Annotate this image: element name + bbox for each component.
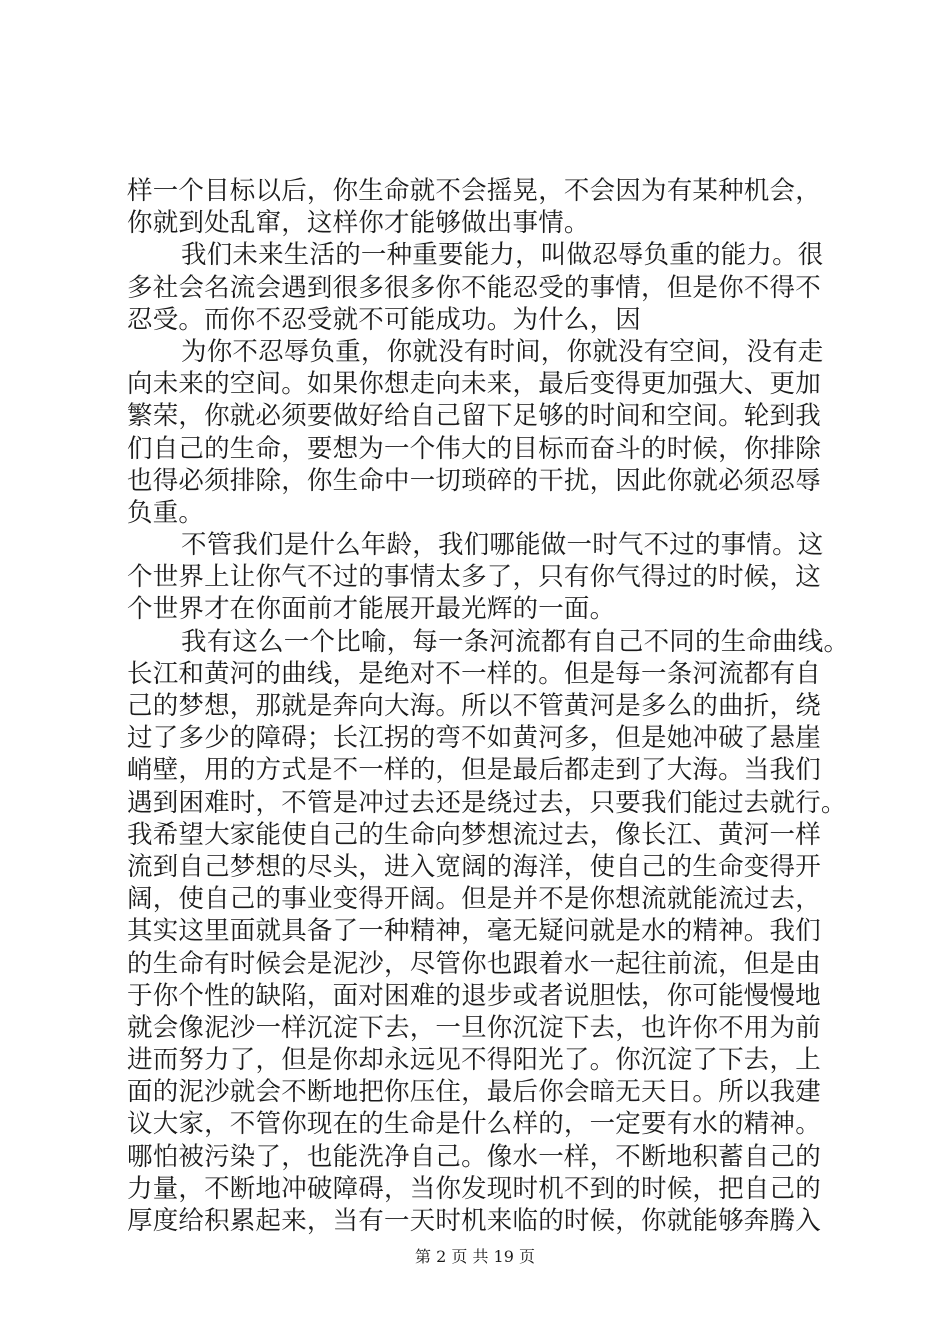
text-line: 为你不忍辱负重，你就没有时间，你就没有空间，没有走 — [181, 336, 824, 367]
text-line: 己的梦想，那就是奔向大海。所以不管黄河是多么的曲折，绕 — [127, 691, 821, 721]
text-line: 我有这么一个比喻，每一条河流都有自己不同的生命曲线。 — [181, 626, 850, 657]
text-line: 多社会名流会遇到很多很多你不能忍受的事情，但是你不得不 — [127, 272, 821, 303]
text-line: 的生命有时候会是泥沙，尽管你也跟着水一起往前流，但是由 — [127, 948, 821, 979]
text-line: 进而努力了，但是你却永远见不得阳光了。你沉淀了下去，上 — [127, 1045, 821, 1076]
text-line: 就会像泥沙一样沉淀下去，一旦你沉淀下去，也许你不用为前 — [127, 1012, 821, 1043]
text-line: 也得必须排除，你生命中一切琐碎的干扰，因此你就必须忍辱 — [127, 465, 821, 496]
text-line: 们自己的生命，要想为一个伟大的目标而奋斗的时候，你排除 — [127, 433, 821, 464]
document-body — [127, 175, 850, 1237]
text-line: 你就到处乱窜，这样你才能够做出事情。 — [127, 208, 590, 239]
text-line: 个世界才在你面前才能展开最光辉的一面。 — [127, 594, 616, 625]
text-line: 不管我们是什么年龄，我们哪能做一时气不过的事情。这 — [181, 530, 824, 561]
text-line: 峭壁，用的方式是不一样的，但是最后都走到了大海。当我们 — [127, 755, 821, 786]
text-line: 长江和黄河的曲线，是绝对不一样的。但是每一条河流都有自 — [127, 658, 821, 689]
text-line: 流到自己梦想的尽头，进入宽阔的海洋，使自己的生命变得开 — [127, 851, 821, 882]
text-line: 力量，不断地冲破障碍，当你发现时机不到的时候，把自己的 — [127, 1173, 821, 1204]
text-line: 于你个性的缺陷，面对困难的退步或者说胆怯，你可能慢慢地 — [127, 980, 821, 1011]
text-line: 我希望大家能使自己的生命向梦想流过去，像长江、黄河一样 — [127, 819, 821, 850]
text-line: 面的泥沙就会不断地把你压住，最后你会暗无天日。所以我建 — [127, 1077, 821, 1108]
text-line: 个世界上让你气不过的事情太多了，只有你气得过的时候，这 — [127, 562, 821, 593]
text-line: 我们未来生活的一种重要能力，叫做忍辱负重的能力。很 — [181, 240, 824, 271]
text-line: 负重。 — [127, 497, 205, 528]
text-line: 样一个目标以后，你生命就不会摇晃，不会因为有某种机会， — [127, 176, 821, 206]
text-line: 阔，使自己的事业变得开阔。但是并不是你想流就能流过去， — [127, 884, 821, 915]
page-footer: 第 2 页 共 19 页 — [415, 1247, 535, 1266]
text-line: 繁荣，你就必须要做好给自己留下足够的时间和空间。轮到我 — [127, 401, 821, 432]
text-line: 向未来的空间。如果你想走向未来，最后变得更加强大、更加 — [127, 369, 821, 400]
text-line: 哪怕被污染了，也能洗净自己。像水一样，不断地积蓄自己的 — [127, 1141, 821, 1172]
text-line: 遇到困难时，不管是冲过去还是绕过去，只要我们能过去就行。 — [127, 787, 847, 818]
text-line: 议大家，不管你现在的生命是什么样的，一定要有水的精神。 — [127, 1109, 821, 1140]
text-line: 忍受。而你不忍受就不可能成功。为什么，因 — [127, 304, 642, 335]
text-line: 过了多少的障碍；长江拐的弯不如黄河多，但是她冲破了悬崖 — [127, 723, 821, 754]
text-line: 其实这里面就具备了一种精神，毫无疑问就是水的精神。我们 — [127, 916, 821, 947]
text-line: 厚度给积累起来，当有一天时机来临的时候，你就能够奔腾入 — [127, 1206, 821, 1236]
